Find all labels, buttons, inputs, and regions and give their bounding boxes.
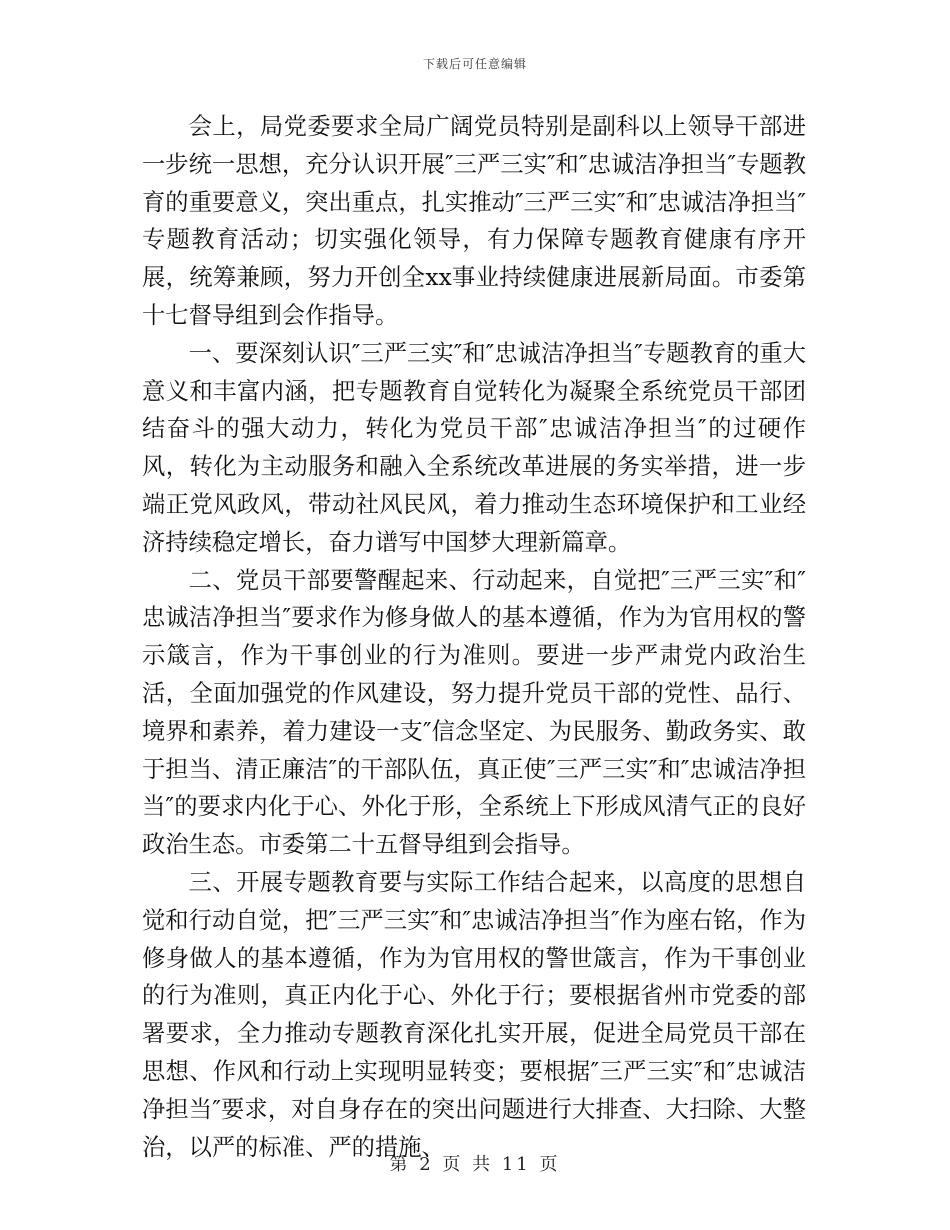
document-body xyxy=(142,108,806,1166)
paragraph-two: 二、党员干部要警醒起来、行动起来，自觉把″三严三实″和″忠诚洁净担当″要求作为修身做人的基本遵循，作为为官用权的警示箴言，作为干事创业的行为准则。要进一步严肃党内政治生活，全面加强党的作风建设，努力提升党员干部的党性、品行、境界和素养，着力建设一支″信念坚定、为民服务、勤政务实、敢于担当、清正廉洁″的干部队伍，真正使″三严三实″和″忠诚洁净担当″的要求内化于心、外化于形，全系统上下形成风清气正的良好政治生态。市委第二十五督导组到会指导。 xyxy=(142,566,806,859)
page-number: 第 2 页 共 11 页 xyxy=(389,1154,561,1175)
paragraph-one: 一、要深刻认识″三严三实″和″忠诚洁净担当″专题教育的重大意义和丰富内涵，把专题教育自觉转化为凝聚全系统党员干部团结奋斗的强大动力，转化为党员干部″忠诚洁净担当″的过硬作风，转化为主动服务和融入全系统改革进展的务实举措，进一步端正党风政风，带动社风民风，着力推动生态环境保护和工业经济持续稳定增长，奋力谱写中国梦大理新篇章。 xyxy=(142,339,806,556)
paragraph-three: 三、开展专题教育要与实际工作结合起来，以高度的思想自觉和行动自觉，把″三严三实″和″忠诚洁净担当″作为座右铭，作为修身做人的基本遵循，作为为官用权的警世箴言，作为干事创业的行为准则，真正内化于心、外化于行；要根据省州市党委的部署要求，全力推动专题教育深化扎实开展，促进全局党员干部在思想、作风和行动上实现明显转变；要根据″三严三实″和″忠诚洁净担当″要求，对自身存在的突出问题进行大排查、大扫除、大整治，以严的标准、严的措施、 xyxy=(142,868,806,1161)
paragraph-intro: 会上，局党委要求全局广阔党员特别是副科以上领导干部进一步统一思想，充分认识开展″三严三实″和″忠诚洁净担当″专题教育的重要意义，突出重点，扎实推动″三严三实″和″忠诚洁净担当″专题教育活动；切实强化领导，有力保障专题教育健康有序开展，统筹兼顾，努力开创全xx事业持续健康进展新局面。市委第十七督导组到会作指导。 xyxy=(142,113,806,329)
header-note: 下载后可任意编辑 xyxy=(422,57,527,71)
